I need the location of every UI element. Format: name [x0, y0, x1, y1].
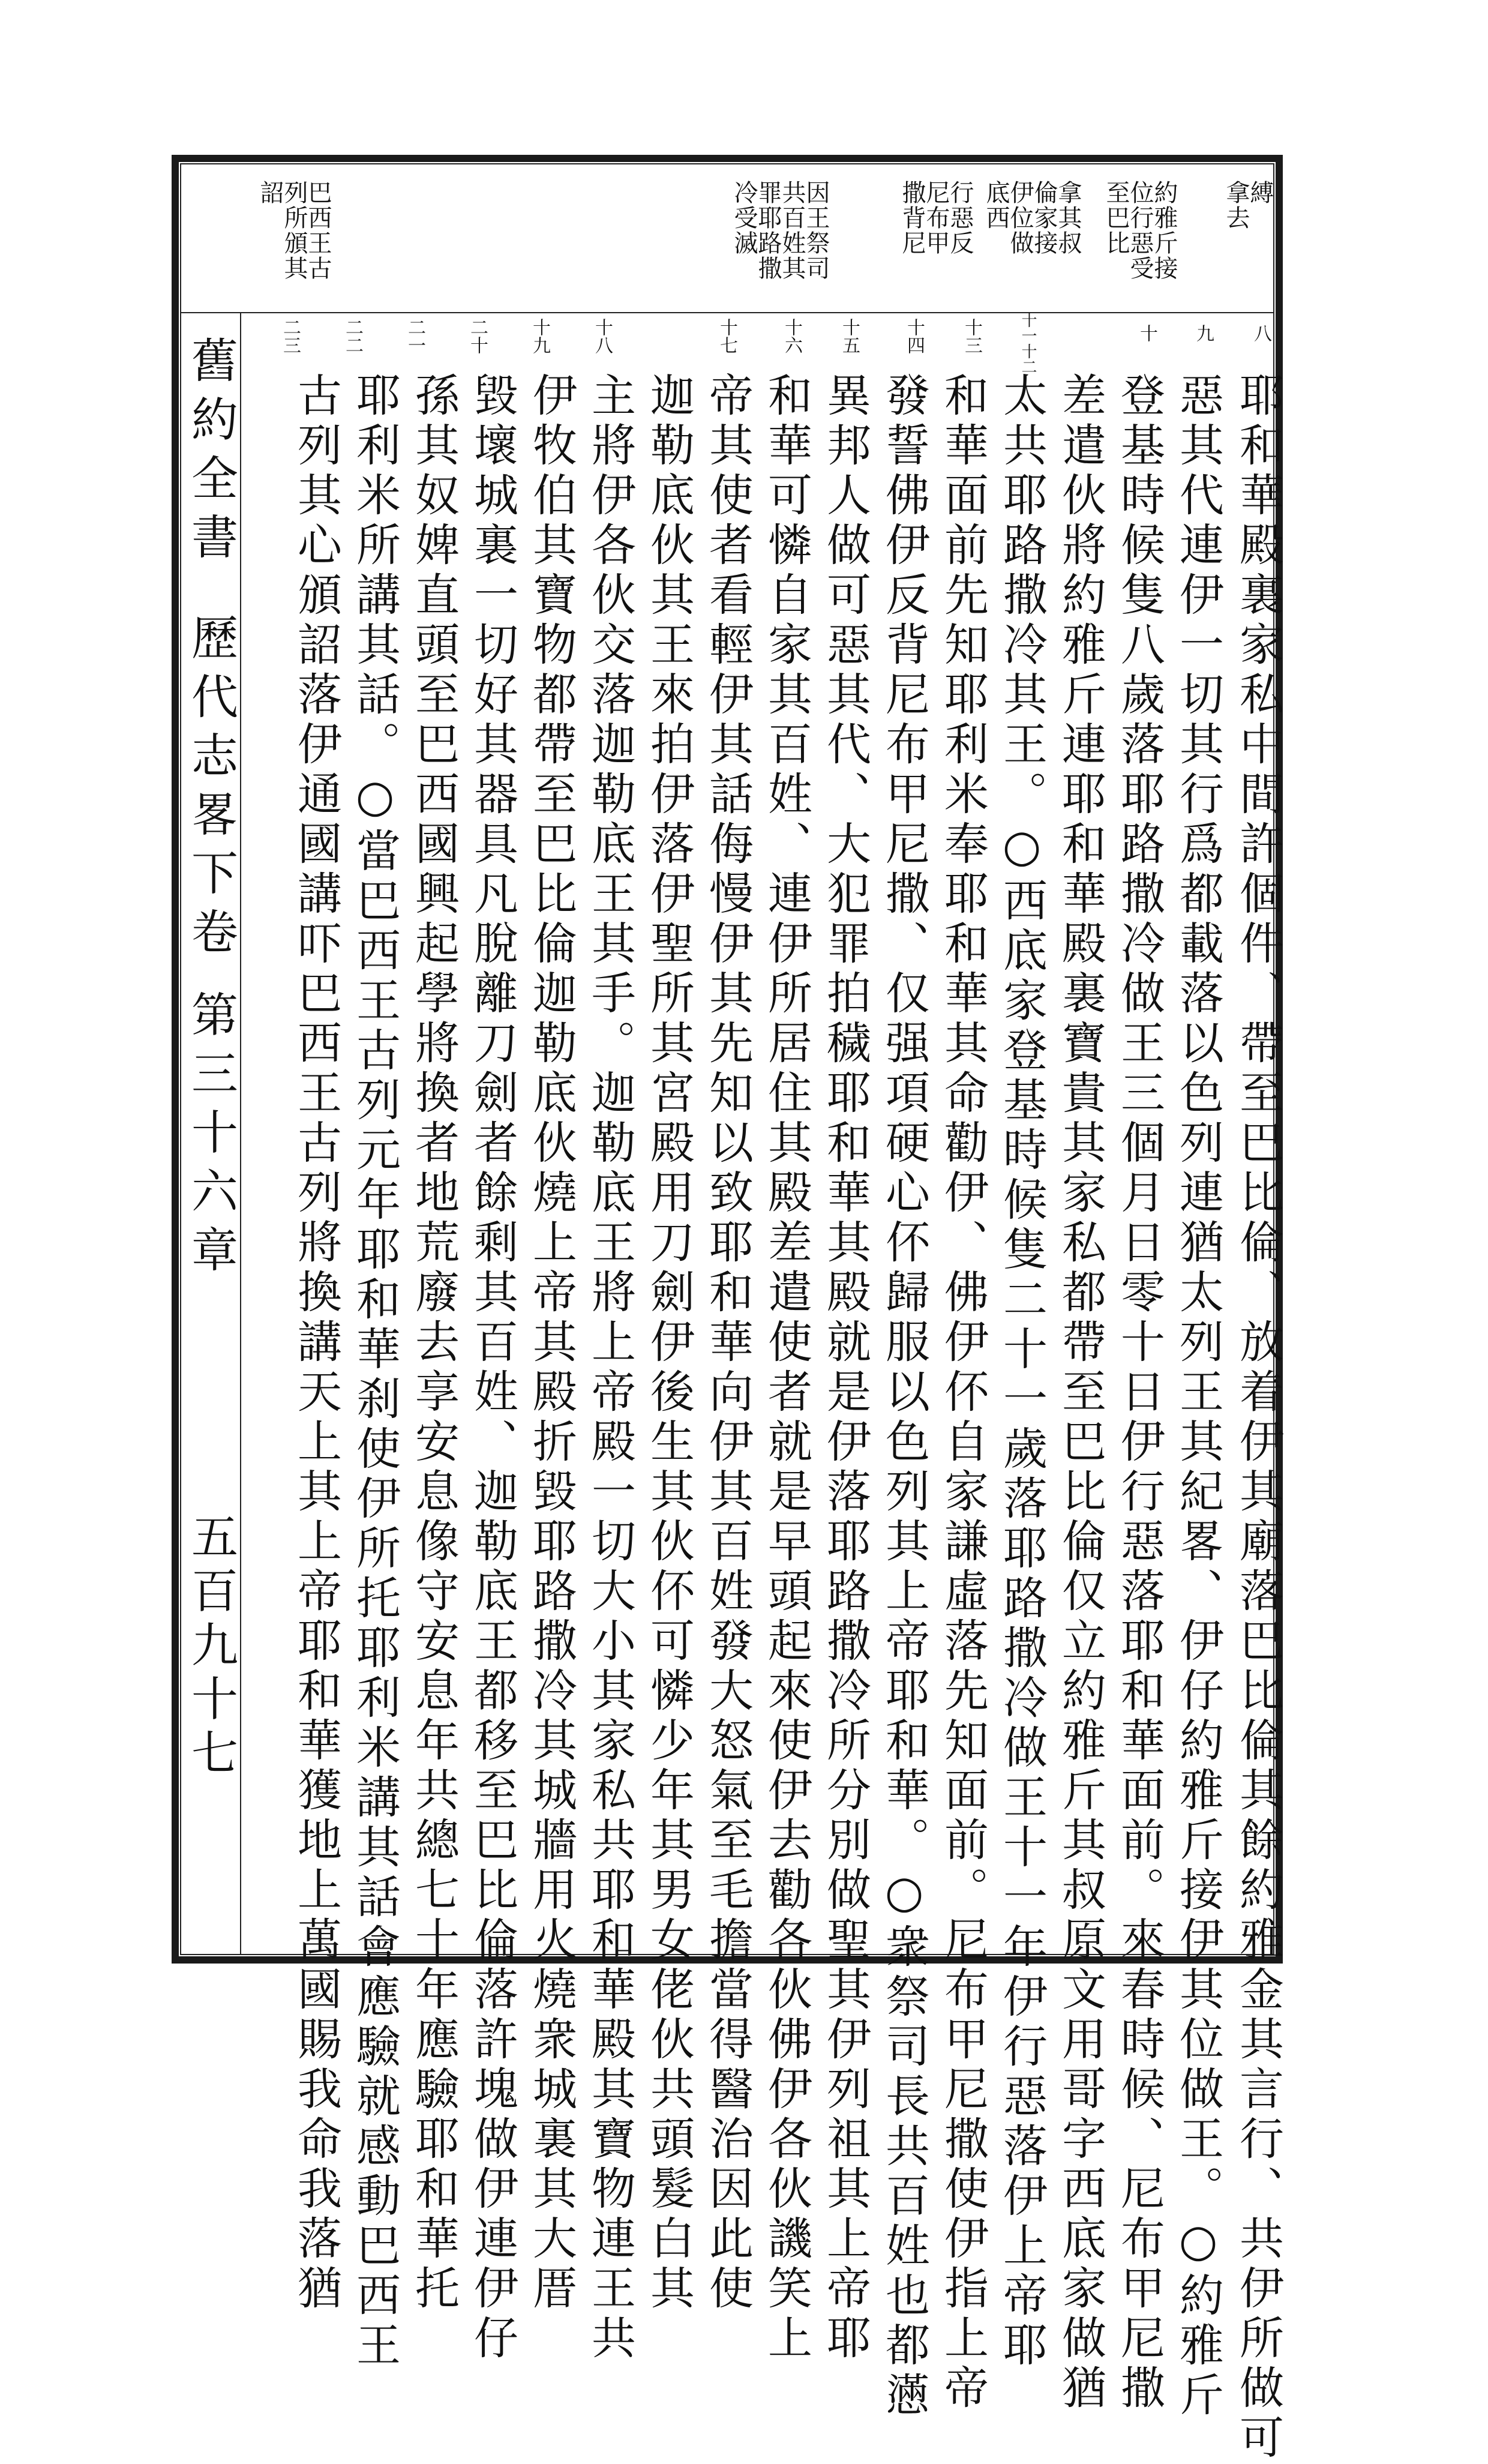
text-column: 異邦人做可惡其代、大犯罪拍穢耶和華其殿就是伊落耶路撒冷所分別做聖其伊列祖其上帝耶 — [820, 372, 871, 2364]
verse-number: 九 — [1193, 324, 1214, 342]
section-title: 歷代志畧下卷 — [184, 613, 238, 966]
text-column: 和華面前先知耶利米奉耶和華其命勸伊、佛伊伓自家謙虛落先知面前。尼布甲尼撒使伊指上帝 — [937, 372, 989, 2414]
verse-number: 十三 — [961, 318, 982, 354]
text-column: 耶利米所講其話。○當巴西王古列元年耶和華刹使伊所托耶利米講其話會應驗就感動巴西王 — [349, 372, 401, 2372]
text-column: 和華可憐自家其百姓、連伊所居住其殿差遣使者就是早頭起來使伊去勸各伙佛伊各伙譏笑上 — [761, 372, 812, 2364]
text-column: 伊牧伯其寶物都帶至巴比倫迦勒底伙燒上帝其殿折毀耶路撒冷其城牆用火燒衆城裏其大厝 — [526, 372, 577, 2315]
verse-number: 十五 — [839, 318, 860, 354]
text-column: 登基時候隻八歲落耶路撒冷做王三個月日零十日伊行惡落耶和華面前。來春時候、尼布甲尼撒 — [1114, 372, 1165, 2414]
running-title — [184, 336, 238, 1284]
chapter-title: 第三十六章 — [184, 990, 238, 1284]
header-note: 因王祭司 共百姓其 罪耶路撒 冷受滅 — [730, 180, 830, 281]
text-column: 帝其使者看輕伊其話侮慢伊其先知以致耶和華向伊其百姓發大怒氣至毛擔當得醫治因此使 — [702, 372, 754, 2315]
footer-rule — [240, 312, 241, 1954]
book-title: 舊約全書 — [184, 336, 238, 571]
text-column: 毀壞城裏一切好其器具凡脫離刀劍者餘剩其百姓、迦勒底王都移至巴比倫落許塊做伊連伊仔 — [467, 372, 518, 2364]
verse-number: 十四 — [904, 318, 925, 354]
verse-number: 二二 — [342, 318, 363, 354]
text-column: 耶和華殿裏家私中間許個件、帶至巴比倫、放着伊其廟落巴比倫其餘約雅金其言行、共伊所做可 — [1232, 372, 1284, 2464]
verse-number: 二一 — [404, 318, 425, 354]
header-note: 拿其叔 倫家接 伊位做 底西 — [982, 180, 1082, 256]
text-column: 古列其心頒詔落伊通國講吓巴西王古列將換講天上其上帝耶和華獲地上萬國賜我命我落猶 — [290, 372, 342, 2315]
header-rule — [180, 312, 1274, 313]
text-column: 惡其代連伊一切其行爲都載落以色列連猶太列王其紀畧、伊仔約雅斤接伊其位做王。○約雅斤 — [1172, 372, 1224, 2421]
verse-number: 十六 — [781, 318, 802, 354]
header-note: 行惡反 尼布甲 撒背尼 — [898, 180, 974, 256]
verse-number: 八 — [1250, 324, 1271, 342]
header-note: 約雅斤接 位行惡受 至巴比 — [1102, 180, 1178, 281]
text-column: 發誓佛伊反背尼布甲尼撒、仅强項硬心伓歸服以色列其上帝耶和華。○衆祭司長共百姓也都懣 — [878, 372, 930, 2421]
verse-number: 二三 — [280, 318, 301, 354]
page-number: 五百九十七 — [184, 1512, 238, 1782]
verse-number: 十九 — [529, 318, 550, 354]
text-column: 太共耶路撒冷其王。○西底家登基時候隻二十一歲落耶路撒冷做王十一年伊行惡落伊上帝耶 — [996, 372, 1048, 2372]
verse-number: 十一十二 — [1019, 312, 1037, 374]
header-note: 縛 拿去 — [1222, 180, 1274, 230]
text-column: 迦勒底伙其王來拍伊落伊聖所其宮殿用刀劍伊後生其伙伓可憐少年其男女佬伙共頭髮白其 — [643, 372, 695, 2315]
text-column: 主將伊各伙交落迦勒底王其手。迦勒底王將上帝殿一切大小其家私共耶和華殿其寶物連王共 — [584, 372, 636, 2364]
verse-number: 十七 — [716, 318, 737, 354]
header-note: 巴西王古 列所頒其 詔 — [256, 180, 332, 281]
text-column: 差遣伙將約雅斤連耶和華殿裏寶貴其家私都帶至巴比倫仅立約雅斤其叔原文用哥字西底家做猶 — [1055, 372, 1106, 2414]
text-column: 孫其奴婢直頭至巴西國興起學將換者地荒廢去享安息像守安息年共總七十年應驗耶和華托 — [408, 372, 460, 2315]
verse-number: 十八 — [592, 318, 613, 354]
verse-number: 十 — [1136, 324, 1157, 342]
verse-number: 二十 — [467, 318, 488, 354]
